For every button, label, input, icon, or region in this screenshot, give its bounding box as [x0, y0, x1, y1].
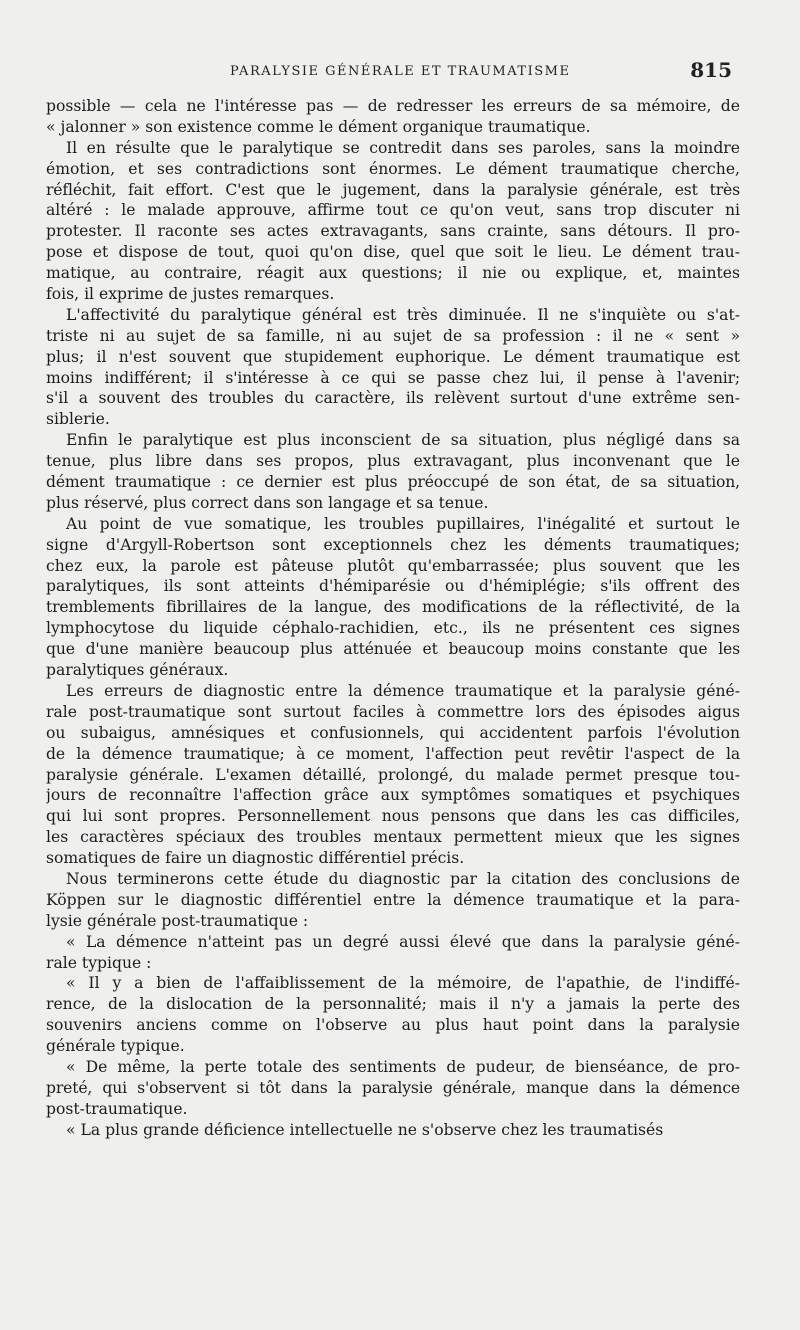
body-text — [46, 96, 740, 1141]
text-line: Enfin le paralytique est plus inconscient de sa situation, plus négligé dans sa — [66, 431, 740, 450]
text-line: ou subaigus, amnésiques et confusionnels, qui accidentent parfois l'évolution — [46, 723, 740, 742]
text-line: jours de reconnaître l'affection grâce aux symptômes somatiques et psychiques — [46, 786, 740, 805]
text-line: « La plus grande déficience intellectuelle ne s'observe chez les traumatisés — [66, 1120, 664, 1139]
page-header — [40, 58, 770, 86]
text-line: post-traumatique. — [46, 1099, 188, 1118]
text-line: tenue, plus libre dans ses propos, plus extravagant, plus inconvenant que le — [46, 452, 740, 471]
text-line: s'il a souvent des troubles du caractère, ils relèvent surtout d'une extrême sen- — [46, 389, 740, 408]
text-line: siblerie. — [46, 410, 110, 429]
running-title: PARALYSIE GÉNÉRALE ET TRAUMATISME — [230, 64, 571, 79]
text-line: « De même, la perte totale des sentiments de pudeur, de bienséance, de pro- — [66, 1057, 740, 1076]
text-line: générale typique. — [46, 1037, 185, 1056]
text-line: signe d'Argyll-Robertson sont exceptionnels chez les déments traumatiques; — [46, 535, 740, 554]
text-line: pose et dispose de tout, quoi qu'on dise, quel que soit le lieu. Le dément trau- — [46, 243, 740, 262]
page-number: 815 — [690, 58, 732, 82]
text-line: lymphocytose du liquide céphalo-rachidien, etc., ils ne présentent ces signes — [46, 619, 740, 638]
text-line: souvenirs anciens comme on l'observe au plus haut point dans la paralysie — [46, 1016, 740, 1035]
text-line: plus réservé, plus correct dans son langage et sa tenue. — [46, 493, 489, 512]
text-line: qui lui sont propres. Personnellement nous pensons que dans les cas difficiles, — [46, 807, 740, 826]
text-line: moins indifférent; il s'intéresse à ce qui se passe chez lui, il pense à l'avenir; — [46, 368, 740, 387]
text-line: réfléchit, fait effort. C'est que le jugement, dans la paralysie générale, est très — [46, 180, 740, 199]
text-line: plus; il n'est souvent que stupidement euphorique. Le dément traumatique est — [46, 347, 740, 366]
text-line: possible — cela ne l'intéresse pas — de redresser les erreurs de sa mémoire, de — [46, 97, 740, 115]
text-line: émotion, et ses contradictions sont énormes. Le dément traumatique cherche, — [46, 159, 740, 178]
text-line: tremblements fibrillaires de la langue, des modifications de la réflectivité, de la — [46, 598, 740, 617]
text-line: dément traumatique : ce dernier est plus préoccupé de son état, de sa situation, — [46, 473, 740, 492]
text-line: Il en résulte que le paralytique se contredit dans ses paroles, sans la moindre — [66, 138, 740, 157]
text-line: « jalonner » son existence comme le dément organique traumatique. — [46, 117, 591, 136]
text-line: « Il y a bien de l'affaiblissement de la mémoire, de l'apathie, de l'indiffé- — [66, 974, 740, 993]
text-line: Köppen sur le diagnostic différentiel entre la démence traumatique et la para- — [46, 890, 740, 909]
text-line: fois, il exprime de justes remarques. — [46, 285, 335, 304]
text-line: chez eux, la parole est pâteuse plutôt qu'embarrassée; plus souvent que les — [46, 556, 740, 575]
text-line: Au point de vue somatique, les troubles pupillaires, l'inégalité et surtout le — [66, 514, 740, 533]
text-line: rence, de la dislocation de la personnalité; mais il n'y a jamais la perte des — [46, 995, 740, 1014]
text-line: Nous terminerons cette étude du diagnostic par la citation des conclusions de — [66, 869, 740, 888]
text-line: paralysie générale. L'examen détaillé, prolongé, du malade permet presque tou- — [46, 765, 740, 784]
text-line: lysie générale post-traumatique : — [46, 911, 309, 930]
text-line: Les erreurs de diagnostic entre la démence traumatique et la paralysie géné- — [66, 681, 740, 700]
text-line: de la démence traumatique; à ce moment, l'affection peut revêtir l'aspect de la — [46, 744, 740, 763]
text-line: « La démence n'atteint pas un degré aussi élevé que dans la paralysie géné- — [66, 932, 740, 951]
text-line: triste ni au sujet de sa famille, ni au sujet de sa profession : il ne « sent » — [46, 326, 740, 345]
text-line: rale post-traumatique sont surtout faciles à commettre lors des épisodes aigus — [46, 702, 740, 721]
text-line: matique, au contraire, réagit aux questions; il nie ou explique, et, maintes — [46, 264, 740, 283]
text-line: les caractères spéciaux des troubles mentaux permettent mieux que les signes — [46, 828, 740, 847]
text-line: protester. Il raconte ses actes extravagants, sans crainte, sans détours. Il pro- — [46, 222, 740, 241]
text-line: que d'une manière beaucoup plus atténuée et beaucoup moins constante que les — [46, 640, 740, 659]
text-line: paralytiques, ils sont atteints d'hémiparésie ou d'hémiplégie; s'ils offrent des — [46, 577, 740, 596]
text-line: preté, qui s'observent si tôt dans la paralysie générale, manque dans la démence — [46, 1078, 740, 1097]
text-line: somatiques de faire un diagnostic différentiel précis. — [46, 849, 465, 868]
text-line: altéré : le malade approuve, affirme tout ce qu'on veut, sans trop discuter ni — [46, 201, 740, 220]
text-line: paralytiques généraux. — [46, 661, 229, 680]
text-line: rale typique : — [46, 953, 152, 972]
text-line: L'affectivité du paralytique général est très diminuée. Il ne s'inquiète ou s'at- — [66, 305, 740, 324]
